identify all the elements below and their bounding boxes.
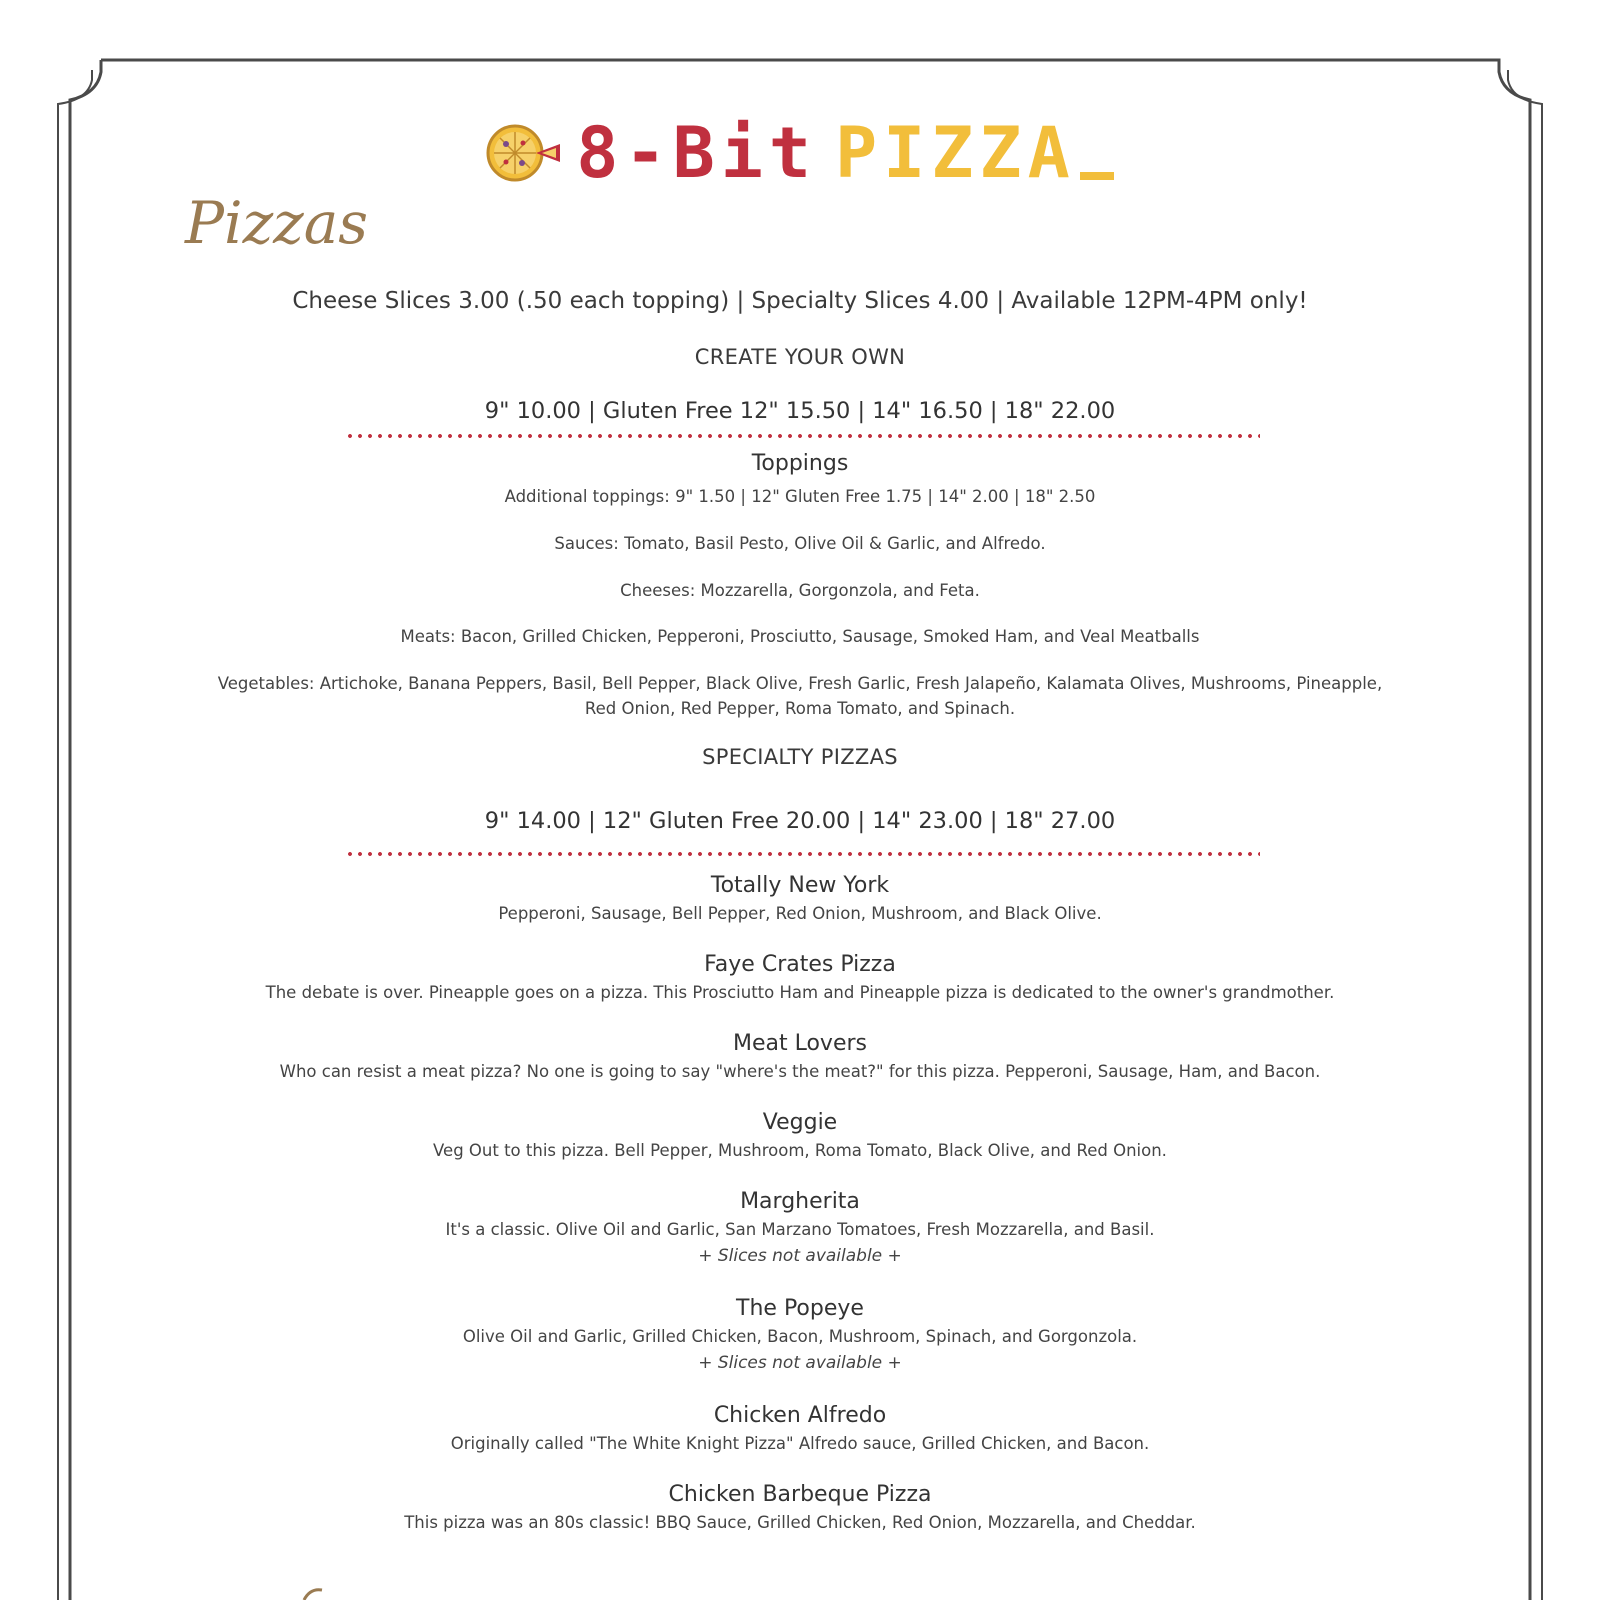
create-your-own-prices: 9" 10.00 | Gluten Free 12" 15.50 | 14" 16.50 | 18" 22.00 [484, 398, 1116, 424]
logo-cursor [1080, 172, 1114, 180]
menu-item [0, 1401, 1600, 1457]
vegetables-list-line2: Red Onion, Red Pepper, Roma Tomato, and Spinach. [584, 699, 1016, 718]
menu-item [0, 1029, 1600, 1085]
pizza-description: Originally called "The White Knight Pizza" Alfredo sauce, Grilled Chicken, and Bacon. [450, 1434, 1150, 1453]
section-title: Pizzas [185, 189, 369, 257]
sauces-list: Sauces: Tomato, Basil Pesto, Olive Oil & Garlic, and Alfredo. [554, 534, 1046, 553]
menu-item [0, 871, 1600, 927]
toppings-heading: Toppings [751, 451, 849, 476]
pizza-name: The Popeye [736, 1296, 864, 1321]
create-your-own-heading: CREATE YOUR OWN [694, 345, 906, 369]
brand-name-part2: PIZZA [835, 112, 1076, 194]
pizza-name: Veggie [762, 1110, 838, 1135]
menu-item [0, 1294, 1600, 1377]
slices-not-available-note: + Slices not available + [698, 1246, 902, 1266]
pizza-icon [486, 122, 562, 184]
pizza-description: It's a classic. Olive Oil and Garlic, San Marzano Tomatoes, Fresh Mozzarella, and Basil. [445, 1220, 1155, 1239]
specialty-pizzas-heading: SPECIALTY PIZZAS [702, 745, 898, 769]
slice-info: Cheese Slices 3.00 (.50 each topping) | Specialty Slices 4.00 | Available 12PM-4PM only! [292, 288, 1308, 314]
pizza-description: Pepperoni, Sausage, Bell Pepper, Red Onion, Mushroom, and Black Olive. [498, 904, 1102, 923]
menu-item [0, 1480, 1600, 1536]
pizza-description: Veg Out to this pizza. Bell Pepper, Mushroom, Roma Tomato, Black Olive, and Red Onion. [433, 1141, 1167, 1160]
menu-item [0, 1187, 1600, 1270]
menu-item [0, 1108, 1600, 1164]
pizza-description: The debate is over. Pineapple goes on a pizza. This Prosciutto Ham and Pineapple pizza is dedicated to the owner's grandmother. [265, 983, 1335, 1002]
pizza-name: Margherita [740, 1189, 860, 1214]
meats-list: Meats: Bacon, Grilled Chicken, Pepperoni, Prosciutto, Sausage, Smoked Ham, and Veal Meatballs [400, 627, 1200, 646]
pizza-description: Olive Oil and Garlic, Grilled Chicken, Bacon, Mushroom, Spinach, and Gorgonzola. [462, 1327, 1138, 1346]
pizza-description: This pizza was an 80s classic! BBQ Sauce, Grilled Chicken, Red Onion, Mozzarella, and Cheddar. [404, 1513, 1196, 1532]
slices-not-available-note: + Slices not available + [698, 1353, 902, 1373]
cheeses-list: Cheeses: Mozzarella, Gorgonzola, and Feta. [620, 581, 980, 600]
pizza-name: Chicken Alfredo [713, 1403, 887, 1428]
pizza-name: Faye Crates Pizza [704, 952, 896, 977]
vegetables-list-line1: Vegetables: Artichoke, Banana Peppers, Basil, Bell Pepper, Black Olive, Fresh Garlic, Fresh Jalapeño, Kalamata Olives, Mushrooms, Pineapple, [217, 674, 1383, 693]
additional-toppings: Additional toppings: 9" 1.50 | 12" Gluten Free 1.75 | 14" 2.00 | 18" 2.50 [504, 487, 1096, 506]
brand-name-part1: 8-Bit [576, 112, 817, 194]
dotted-divider [345, 852, 1260, 856]
menu-item [0, 950, 1600, 1006]
dotted-divider [345, 434, 1260, 438]
pizza-name: Chicken Barbeque Pizza [668, 1482, 932, 1507]
brand-logo [0, 112, 1600, 194]
corner-flourish-icon [300, 1586, 330, 1600]
pizza-name: Meat Lovers [732, 1031, 867, 1056]
pizza-name: Totally New York [710, 873, 890, 898]
pizza-description: Who can resist a meat pizza? No one is going to say "where's the meat?" for this pizza. Pepperoni, Sausage, Ham, and Bacon. [279, 1062, 1321, 1081]
specialty-prices: 9" 14.00 | 12" Gluten Free 20.00 | 14" 23.00 | 18" 27.00 [484, 808, 1116, 834]
